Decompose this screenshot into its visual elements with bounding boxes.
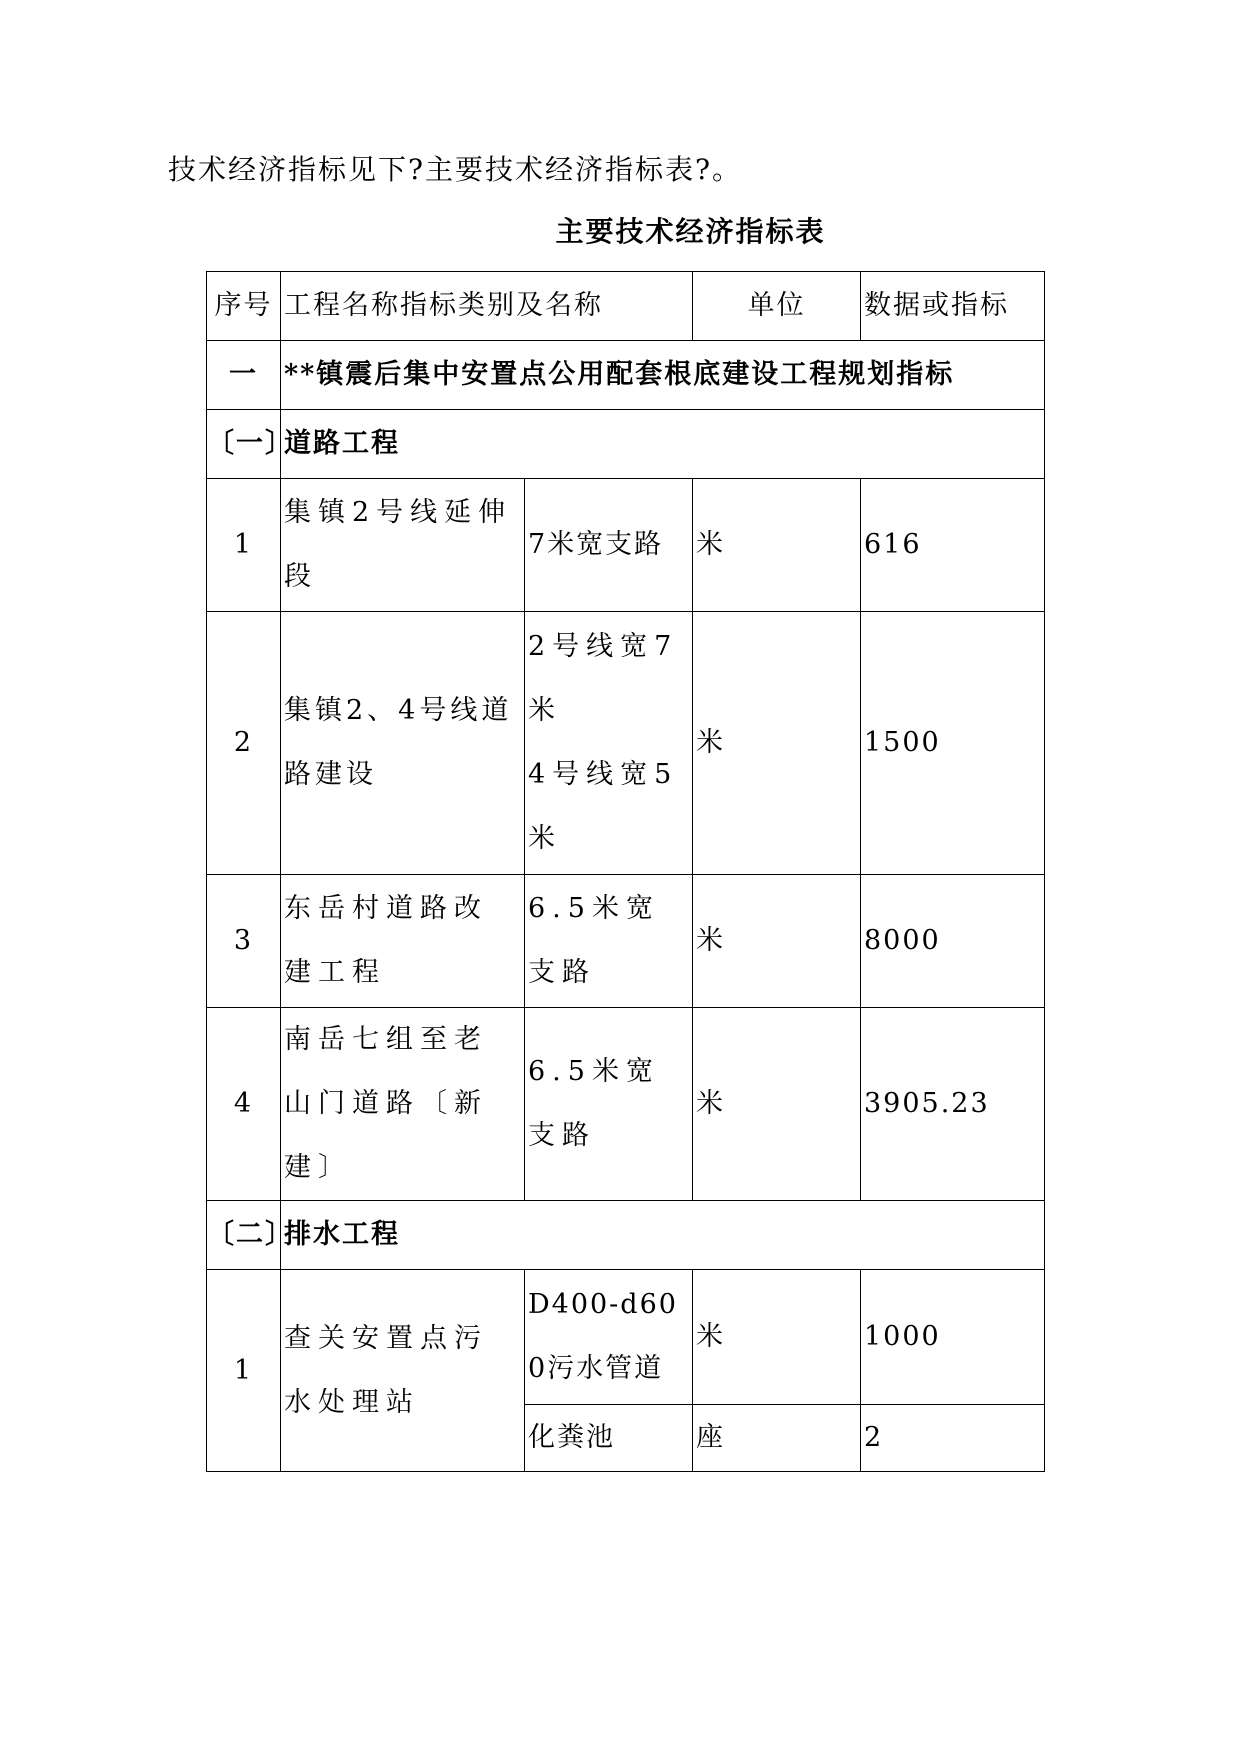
row-spec-line2: 4号线宽5米 (528, 759, 679, 854)
header-value: 数据或指标 (861, 272, 1045, 341)
section-title: **镇震后集中安置点公用配套根底建设工程规划指标 (281, 341, 1045, 410)
row-spec: 6.5米宽支路 (525, 1008, 693, 1201)
intro-text: 技术经济指标见下?主要技术经济指标表?。 (168, 153, 743, 186)
row-spec: D400-d600污水管道 (525, 1270, 693, 1405)
table-row (207, 1270, 1045, 1405)
row-no: 1 (207, 1270, 281, 1472)
row-spec: 6.5米宽支路 (525, 875, 693, 1008)
group-title: 道路工程 (281, 410, 1045, 479)
row-unit: 米 (693, 1270, 861, 1405)
table-title: 主要技术经济指标表 (555, 215, 826, 248)
indicator-table (206, 271, 1045, 1472)
row-spec: 化粪池 (525, 1405, 693, 1472)
header-name: 工程名称指标类别及名称 (281, 272, 693, 341)
row-unit: 米 (693, 1008, 861, 1201)
row-value: 3905.23 (861, 1008, 1045, 1201)
row-no: 2 (207, 612, 281, 875)
table-row (207, 479, 1045, 612)
section-row (207, 341, 1045, 410)
header-row (207, 272, 1045, 341)
row-spec (525, 612, 693, 875)
row-no: 1 (207, 479, 281, 612)
row-name: 东岳村道路改建工程 (281, 875, 525, 1008)
row-unit: 米 (693, 875, 861, 1008)
row-value: 2 (861, 1405, 1045, 1472)
row-name: 南岳七组至老山门道路〔新建〕 (281, 1008, 525, 1201)
table-row (207, 612, 1045, 875)
row-spec-line1: 2号线宽7米 (528, 631, 679, 726)
row-spec: 7米宽支路 (525, 479, 693, 612)
group-no: 〔二〕 (207, 1201, 281, 1270)
header-unit: 单位 (693, 272, 861, 341)
row-value: 1000 (861, 1270, 1045, 1405)
table-row (207, 875, 1045, 1008)
row-unit: 米 (693, 612, 861, 875)
row-no: 4 (207, 1008, 281, 1201)
group-row (207, 1201, 1045, 1270)
group-title: 排水工程 (281, 1201, 1045, 1270)
row-unit: 座 (693, 1405, 861, 1472)
row-value: 8000 (861, 875, 1045, 1008)
table-row (207, 1008, 1045, 1201)
row-no: 3 (207, 875, 281, 1008)
row-value: 616 (861, 479, 1045, 612)
row-name: 集镇2、4号线道路建设 (281, 612, 525, 875)
row-unit: 米 (693, 479, 861, 612)
header-no: 序号 (207, 272, 281, 341)
row-name: 集镇2号线延伸段 (281, 479, 525, 612)
row-name: 查关安置点污水处理站 (281, 1270, 525, 1472)
section-no: 一 (207, 341, 281, 410)
group-row (207, 410, 1045, 479)
row-value: 1500 (861, 612, 1045, 875)
group-no: 〔一〕 (207, 410, 281, 479)
